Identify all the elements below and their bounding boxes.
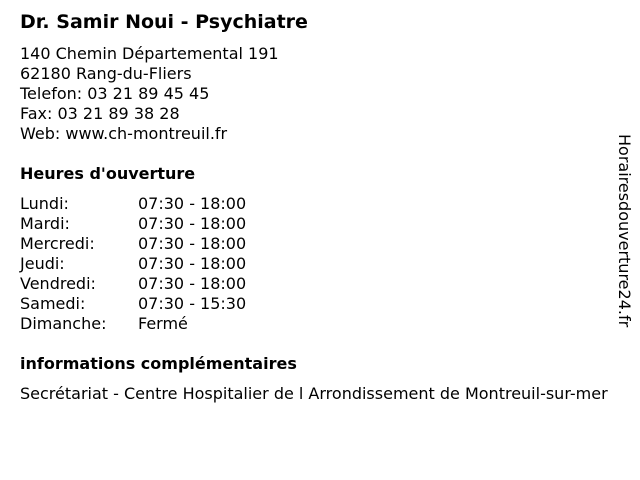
hours-day: Samedi:	[20, 294, 86, 313]
hours-day: Jeudi:	[20, 254, 65, 273]
hours-day: Mercredi:	[20, 234, 95, 253]
address-street: 140 Chemin Départemental 191	[20, 44, 279, 63]
hours-time: 07:30 - 18:00	[138, 254, 247, 273]
page-title: Dr. Samir Noui - Psychiatre	[20, 11, 308, 33]
hours-row-vendredi	[20, 274, 320, 294]
hours-row-mardi	[20, 214, 320, 234]
address-city: 62180 Rang-du-Fliers	[20, 64, 192, 83]
watermark-text: Horairesdouverture24.fr	[615, 134, 634, 328]
hours-time: 07:30 - 18:00	[138, 274, 247, 293]
hours-time: Fermé	[138, 314, 188, 333]
website: Web: www.ch-montreuil.fr	[20, 124, 228, 143]
hours-day: Mardi:	[20, 214, 70, 233]
hours-row-dimanche	[20, 314, 320, 334]
watermark	[612, 134, 636, 344]
hours-table	[20, 194, 320, 334]
hours-time: 07:30 - 18:00	[138, 214, 247, 233]
fax-number: Fax: 03 21 89 38 28	[20, 104, 180, 123]
info-heading: informations complémentaires	[20, 354, 297, 373]
hours-row-mercredi	[20, 234, 320, 254]
hours-row-lundi	[20, 194, 320, 214]
hours-row-samedi	[20, 294, 320, 314]
phone-number: Telefon: 03 21 89 45 45	[20, 84, 210, 103]
hours-day: Vendredi:	[20, 274, 96, 293]
hours-time: 07:30 - 18:00	[138, 194, 247, 213]
hours-day: Lundi:	[20, 194, 69, 213]
address-block	[20, 44, 279, 144]
hours-time: 07:30 - 15:30	[138, 294, 247, 313]
hours-heading: Heures d'ouverture	[20, 164, 196, 183]
hours-day: Dimanche:	[20, 314, 107, 333]
info-text: Secrétariat - Centre Hospitalier de l Arrondissement de Montreuil-sur-mer	[20, 384, 608, 403]
hours-row-jeudi	[20, 254, 320, 274]
hours-time: 07:30 - 18:00	[138, 234, 247, 253]
